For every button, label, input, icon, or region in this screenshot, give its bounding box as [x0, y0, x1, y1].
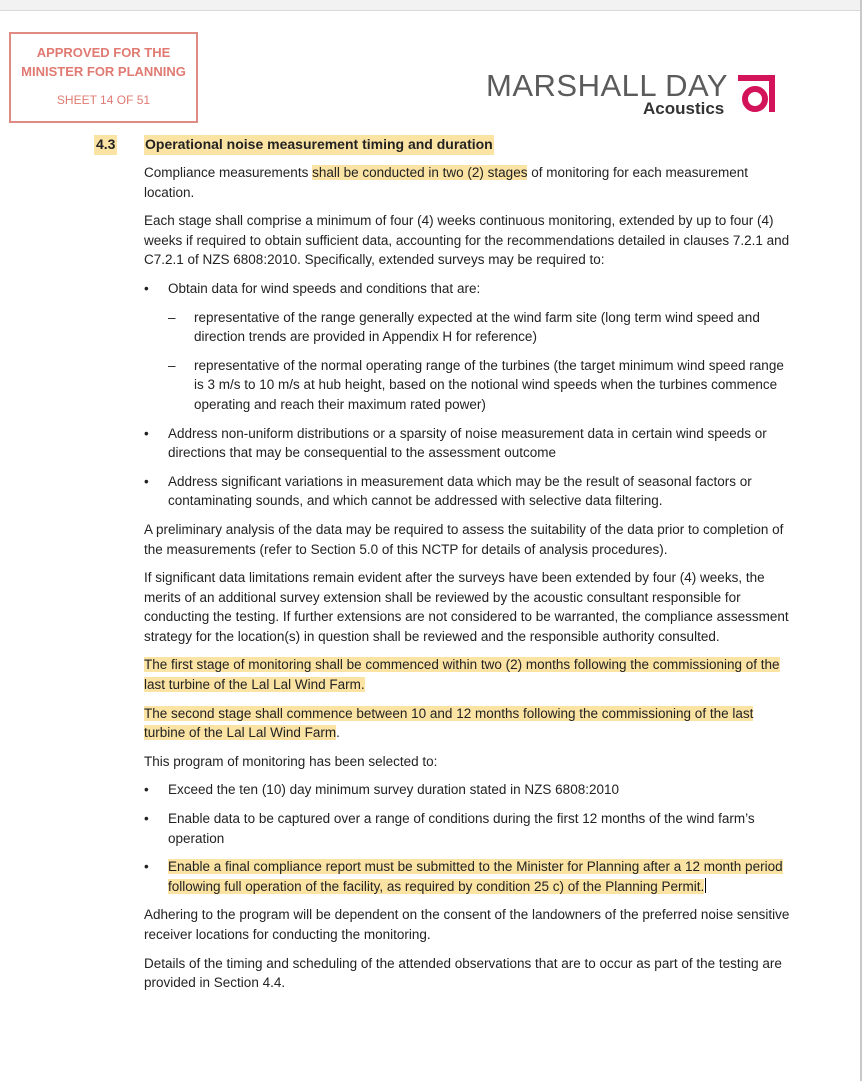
logo-mark-icon: [734, 72, 778, 116]
paragraph-9: Details of the timing and scheduling of the attended observations that are to occur as part of the testing are provided in Section 4.4.: [144, 955, 782, 991]
logo-subtitle: Acoustics: [643, 99, 725, 118]
p6-highlight: The second stage shall commence between 10 and 12 months following the commissioning of the last turbine of the Lal Lal Wind Farm: [144, 705, 754, 741]
list-item-text: Address significant variations in measurement data which may be the result of seasonal factors or contaminating sounds, and which cannot be addressed with selective data filtering.: [168, 473, 752, 509]
list-item-text: Enable data to be captured over a range of conditions during the first 12 months of the wind farm’s operation: [168, 811, 755, 846]
paragraph-7: This program of monitoring has been selected to:: [144, 753, 438, 769]
sub-list-item: [144, 308, 794, 347]
stamp-line-2: MINISTER FOR PLANNING: [21, 64, 186, 79]
window-top-bar: [0, 0, 862, 11]
bullet-icon: •: [144, 811, 149, 827]
list-item-text: Exceed the ten (10) day minimum survey duration stated in NZS 6808:2010: [168, 782, 619, 798]
paragraph-3: A preliminary analysis of the data may be required to assess the suitability of the data prior to completion of the measurements (refer to Section 5.0 of this NCTP for details of analysis procedures).: [144, 521, 784, 557]
list-item-text: Obtain data for wind speeds and conditions that are:: [168, 280, 481, 296]
bullet-icon: •: [144, 859, 149, 875]
p6-text-b: .: [336, 725, 340, 741]
sub-list-item-text: representative of the normal operating range of the turbines (the target minimum wind speed range is 3 m/s to 10 m/s at hub height, based on the notional wind speeds when the turbines commence operating and reach their maximum rated power): [194, 357, 784, 412]
list-item-text: Address non-uniform distributions or a sparsity of noise measurement data in certain wind speeds or directions that may be consequential to the assessment outcome: [168, 425, 767, 461]
document-body: [94, 135, 794, 1002]
paragraph-4: If significant data limitations remain evident after the surveys have been extended by four (4) weeks, the merits of an additional survey extension shall be reviewed by the acoustic consultant responsible for conducting the testing. If further extensions are not considered to be warranted, the compliance assessment strategy for the location(s) in question shall be reviewed and the responsible authority consulted.: [144, 570, 789, 644]
p1-text-a: Compliance measurements: [144, 165, 313, 180]
dash-icon: –: [168, 309, 176, 325]
paragraph-8: Adhering to the program will be dependent on the consent of the landowners of the preferred noise sensitive receiver locations for conducting the monitoring.: [144, 907, 790, 942]
sub-list-item-text: representative of the range generally expected at the wind farm site (long term wind speed and direction trends are provided in Appendix H for reference): [194, 309, 760, 345]
bullet-icon: •: [144, 782, 149, 798]
list-item: [144, 857, 794, 896]
paragraph-1: [144, 163, 794, 202]
bullet-icon: •: [144, 425, 149, 441]
list-item: [144, 279, 794, 299]
list-item: [144, 472, 794, 511]
stamp-sheet-number: SHEET 14 OF 51: [56, 93, 151, 107]
p5-highlight: The first stage of monitoring shall be commenced within two (2) months following the commissioning of the last turbine of the Lal Lal Wind Farm.: [144, 657, 780, 693]
bullet-icon: •: [144, 280, 149, 296]
paragraph-2: Each stage shall comprise a minimum of four (4) weeks continuous monitoring, extended by up to four (4) weeks if required to obtain sufficient data, accounting for the recommendations detailed in clauses 7.2.1 and C7.2.1 of NZS 6808:2010. Specifically, extended surveys may be required to:: [144, 213, 790, 268]
list-item: [144, 424, 794, 463]
approval-stamp: [9, 32, 198, 123]
list-item: [144, 809, 794, 848]
logo-name: MARSHALL DAY: [486, 68, 729, 103]
paragraph-6: [144, 704, 794, 743]
p1-highlight: shall be conducted in two (2) stages: [312, 165, 528, 180]
company-logo: [486, 70, 778, 120]
sub-list-item: [144, 356, 794, 415]
list-item-highlight: Enable a final compliance report must be submitted to the Minister for Planning after a 12 month period following full operation of the facility, as required by condition 25 c) of the Planning Permit.: [168, 859, 783, 894]
dash-icon: –: [168, 357, 176, 373]
paragraph-5: [144, 655, 794, 694]
section-title: Operational noise measurement timing and duration: [144, 135, 494, 155]
stamp-line-1: APPROVED FOR THE: [36, 45, 171, 60]
section-number: 4.3: [94, 135, 117, 155]
p1-text-b: of monitoring for each measurement location.: [144, 165, 749, 200]
list-item: [144, 780, 794, 800]
bullet-icon: •: [144, 473, 149, 489]
section-heading: [94, 135, 794, 157]
text-cursor[interactable]: [705, 878, 706, 893]
